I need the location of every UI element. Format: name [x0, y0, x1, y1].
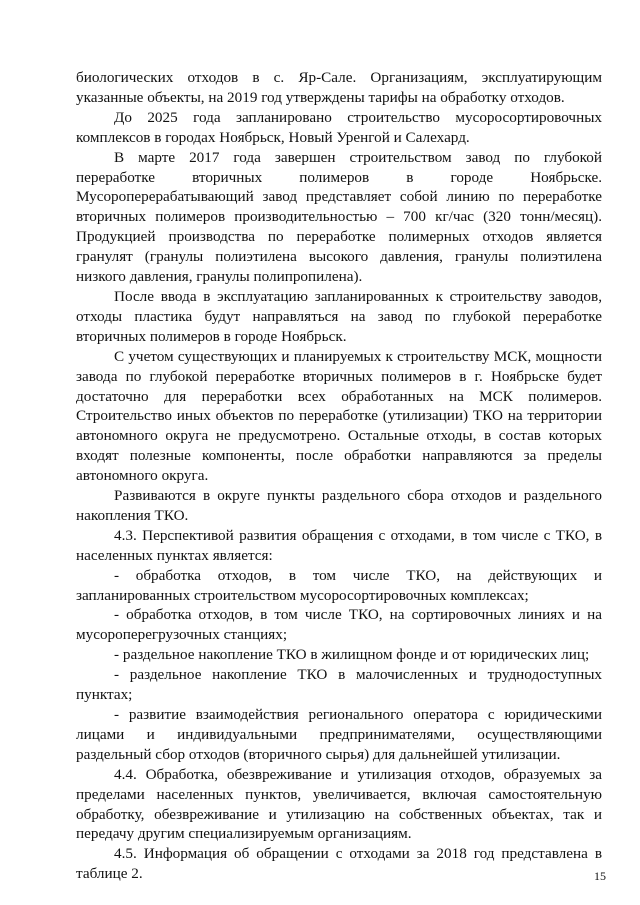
paragraph-construction-plans: До 2025 года запланировано строительство мусоросортировочных комплексов в городах Ноябрьск, Новый Уренгой и Салехард. — [76, 108, 602, 146]
paragraph-section-4-5: 4.5. Информация об обращении с отходами за 2018 год представлена в таблице 2. — [76, 845, 602, 883]
paragraph-msk-capacity: С учетом существующих и планируемых к строительству МСК, мощности завода по глубокой переработке вторичных полимеров в г. Ноябрьске будет достаточно для переработки всех обработанных на МСК полимеров. Строительство иных объектов по переработке (утилизации) ТКО на территории автономного округа не предусмотрено. Остальные отходы, в состав которых входят полезные компоненты, после обработки направляются за пределы автономного округа. — [76, 347, 602, 485]
paragraph-plastic-routing: После ввода в эксплуатацию запланированных к строительству заводов, отходы пластика будут направляться на завод по глубокой переработке вторичных полимеров в городе Ноябрьск. — [76, 287, 602, 345]
list-item: - раздельное накопление ТКО в жилищном фонде и от юридических лиц; — [114, 646, 590, 664]
paragraph-section-4-3: 4.3. Перспективой развития обращения с отходами, в том числе с ТКО, в населенных пунктах является: — [76, 526, 602, 564]
list-item: - обработка отходов, в том числе ТКО, на сортировочных линиях и на мусороперегрузочных станциях; — [76, 606, 602, 644]
page-number: 15 — [594, 869, 606, 883]
paragraph-continuation: биологических отходов в с. Яр-Сале. Организациям, эксплуатирующим указанные объекты, на 2019 год утверждены тарифы на обработку отходов. — [76, 69, 602, 106]
list-item: - развитие взаимодействия регионального оператора с юридическими лицами и индивидуальными предпринимателями, осуществляющими раздельный сбор отходов (вторичного сырья) для дальнейшей утилизации. — [76, 706, 602, 763]
list-item: - раздельное накопление ТКО в малочисленных и труднодоступных пунктах; — [76, 666, 602, 704]
paragraph-section-4-4: 4.4. Обработка, обезвреживание и утилизация отходов, образуемых за пределами населенных пунктов, увеличивается, включая самостоятельную обработку, обезвреживание и утилизацию на собственных объектах, так и передачу другим специализируемым организациям. — [76, 765, 602, 843]
paragraph-separate-collection: Развиваются в округе пункты раздельного сбора отходов и раздельного накопления ТКО. — [76, 487, 602, 524]
body-text — [76, 68, 602, 884]
paragraph-noyabrsk-plant: В марте 2017 года завершен строительством завод по глубокой переработке вторичных полимеров в городе Ноябрьске. Мусороперерабатывающий завод представляет собой линию по переработке вторичных полимеров производительностью – 700 кг/час (320 тонн/месяц). Продукцией производства по переработке полимерных отходов является гранулят (гранулы полиэтилена высокого давления, гранулы полиэтилена низкого давления, гранулы полипропилена). — [76, 148, 602, 286]
list-item: - обработка отходов, в том числе ТКО, на действующих и запланированных строительством мусоросортировочных комплексах; — [76, 566, 602, 604]
